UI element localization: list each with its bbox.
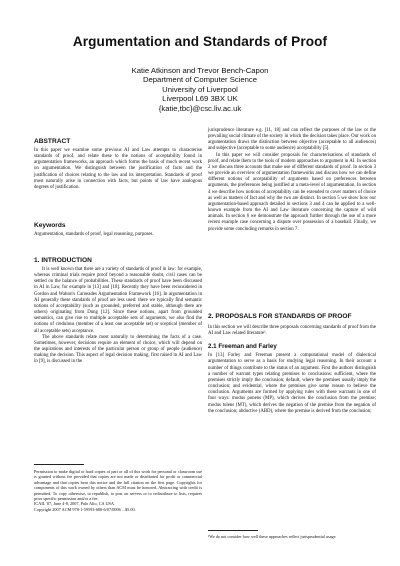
permission-text: Permission to make digital or hard copies of part or all of this work for personal or classroom use is granted without fee provided that copies are not made or distributed for profit or commercial advantage and that copies bear this notice and the full citation on the first page. Copyrights for components of this work owned by others than ACM must be honored. Abstracting with credit is permitted. To copy otherwise, to republish, to post on servers or to redistribute to lists, requires prior specific permission and/or a fee. [34, 469, 202, 502]
footnote-text: ¹We do not consider how well these approaches reflect jurisprudential usage. [208, 534, 337, 539]
right-paragraph-2: In this paper we will consider proposals for characterisations of standards of proof, and relate them to the tools of modern approaches to argument in AI. In section 2 we discuss three accounts that make use of different standards of proof. In section 3 we provide an overview of argumentation frameworks and discuss how we can define different notions of acceptability of arguments based on preferences between arguments, the preferences being justified at a meta-level of argumentation. In section 4 we describe how notions of acceptability can be extended to cover matters of choice as well as matters of fact and why the two are distinct. In section 5 we show how our argumentation-based approach detailed in sections 3 and 4 can be applied to a well-known example from the AI and Law literature concerning the capture of wild animals. In section 6 we demonstrate the approach further through the use of a more recent example case concerning a dispute over possession of a baseball. Finally, we provide some concluding remarks in section 7. [208, 152, 376, 232]
paper-title: Argumentation and Standards of Proof [72, 34, 328, 49]
copyright-line: Copyright 2007 ACM 978-1-59593-680-6/07/0006 ...$5.00. [34, 506, 136, 512]
author-names: Katie Atkinson and Trevor Bench-Capon [131, 66, 269, 75]
right-intro-continued [208, 128, 376, 233]
footnote-rule [34, 464, 84, 465]
abstract-heading: ABSTRACT [34, 138, 71, 145]
right-footnote-rule [208, 530, 258, 531]
introduction-heading: 1. INTRODUCTION [34, 257, 92, 264]
keywords-text: Argumentation, standards of proof, legal reasoning, purposes. [34, 232, 154, 237]
keywords-section [34, 222, 202, 238]
section-2-heading: 2. PROPOSALS FOR STANDARDS OF PROOF [208, 313, 352, 320]
permission-notice [34, 469, 202, 512]
section-2-intro: In this section we will describe three proposals concerning standards of proof from the AI and Law related literature¹. [208, 325, 376, 337]
author-block [0, 66, 400, 113]
right-paragraph-1: jurisprudence literature e.g. [11, 18] and can reflect the purposes of the law or the prevailing social climate of the society in which the decision takes place. Our work on argumentation draws the distinction between objective (acceptable to all audiences) and subjective (acceptable to some audience) acceptability [5]. [208, 128, 376, 152]
keywords-heading: Keywords [34, 222, 66, 229]
author-email: {katie,tbc}@csc.liv.ac.uk [158, 103, 242, 113]
intro-paragraph-1: It is well known that there are a variety of standards of proof in law: for example, whereas criminal trials require proof beyond a reasonable doubt, civil cases can be settled on the balance of probabilities. These standards of proof have been discussed in AI in Law, for example in [13] and [18]. Recently they have been reconsidered in Gordon and Walton's Carneades Argumentation Framework [16]. In argumentation in AI generally these standards of proof are less used: there we typically find semantic notions of acceptability (such as grounded, preferred and stable, although there are others) originating from Dung [12]. Since these notions, apart from grounded semantics, can give rise to multiple acceptable sets of arguments, we also find the notions of credulous (member of a least one acceptable set) or sceptical (member of all acceptable sets) acceptance. [34, 267, 202, 334]
footnote [208, 534, 376, 539]
intro-paragraph-2: The above standards relate most naturally to determining the facts of a case. Sometimes, however, decisions require an element of choice, which will depend on the aspirations and interests of the particular person or group of people (audience) making the decision. This aspect of legal decision making, first raised in AI and Law in [9], is discussed in the [34, 334, 202, 365]
abstract-section [34, 138, 202, 191]
venue-line: ICAIL '07, June 4-8, 2007, Palo Alto, CA USA. [34, 501, 116, 507]
introduction-section [34, 257, 202, 366]
author-department: Department of Computer Science [142, 75, 258, 85]
author-city: Liverpool L69 3BX UK [162, 94, 238, 104]
subsection-2-1-heading: 2.1 Freeman and Farley [208, 343, 277, 351]
author-university: University of Liverpool [162, 84, 238, 94]
subsection-2-1-text: In [13] Farley and Freeman present a computational model of dialectical argumentation to serve as a basis for studying legal reasoning. In their account a number of things contribute to the status of an argument. First the authors distinguish a number of warrant types relating premises to conclusions: sufficient, where the premises strictly imply the conclusion; default, where the premises usually imply the conclusion; and evidential, where the premises give some reason to believe the conclusion. Arguments are formed by applying rules with these warrants in one of four ways: modus ponens (MP), which derives the conclusion from the premise; modus tolens (MT), which derives the negation of the premise from the negation of the conclusion; abductive (ABD), where the premise is derived from the conclusion; [208, 353, 376, 414]
abstract-text: In this paper we examine some previous AI and Law attempts to characterise standards of proof, and relate these to the notions of acceptability found in argumentation frameworks, an approach which forms the basis of much recent work on argumentation. We distinguish between the justification of facts and the justification of choices relating to the law and its interpretation. Standards of proof most naturally arise in connection with facts, but points of law have analogous degrees of justification. [34, 148, 202, 190]
section-2 [208, 313, 376, 415]
